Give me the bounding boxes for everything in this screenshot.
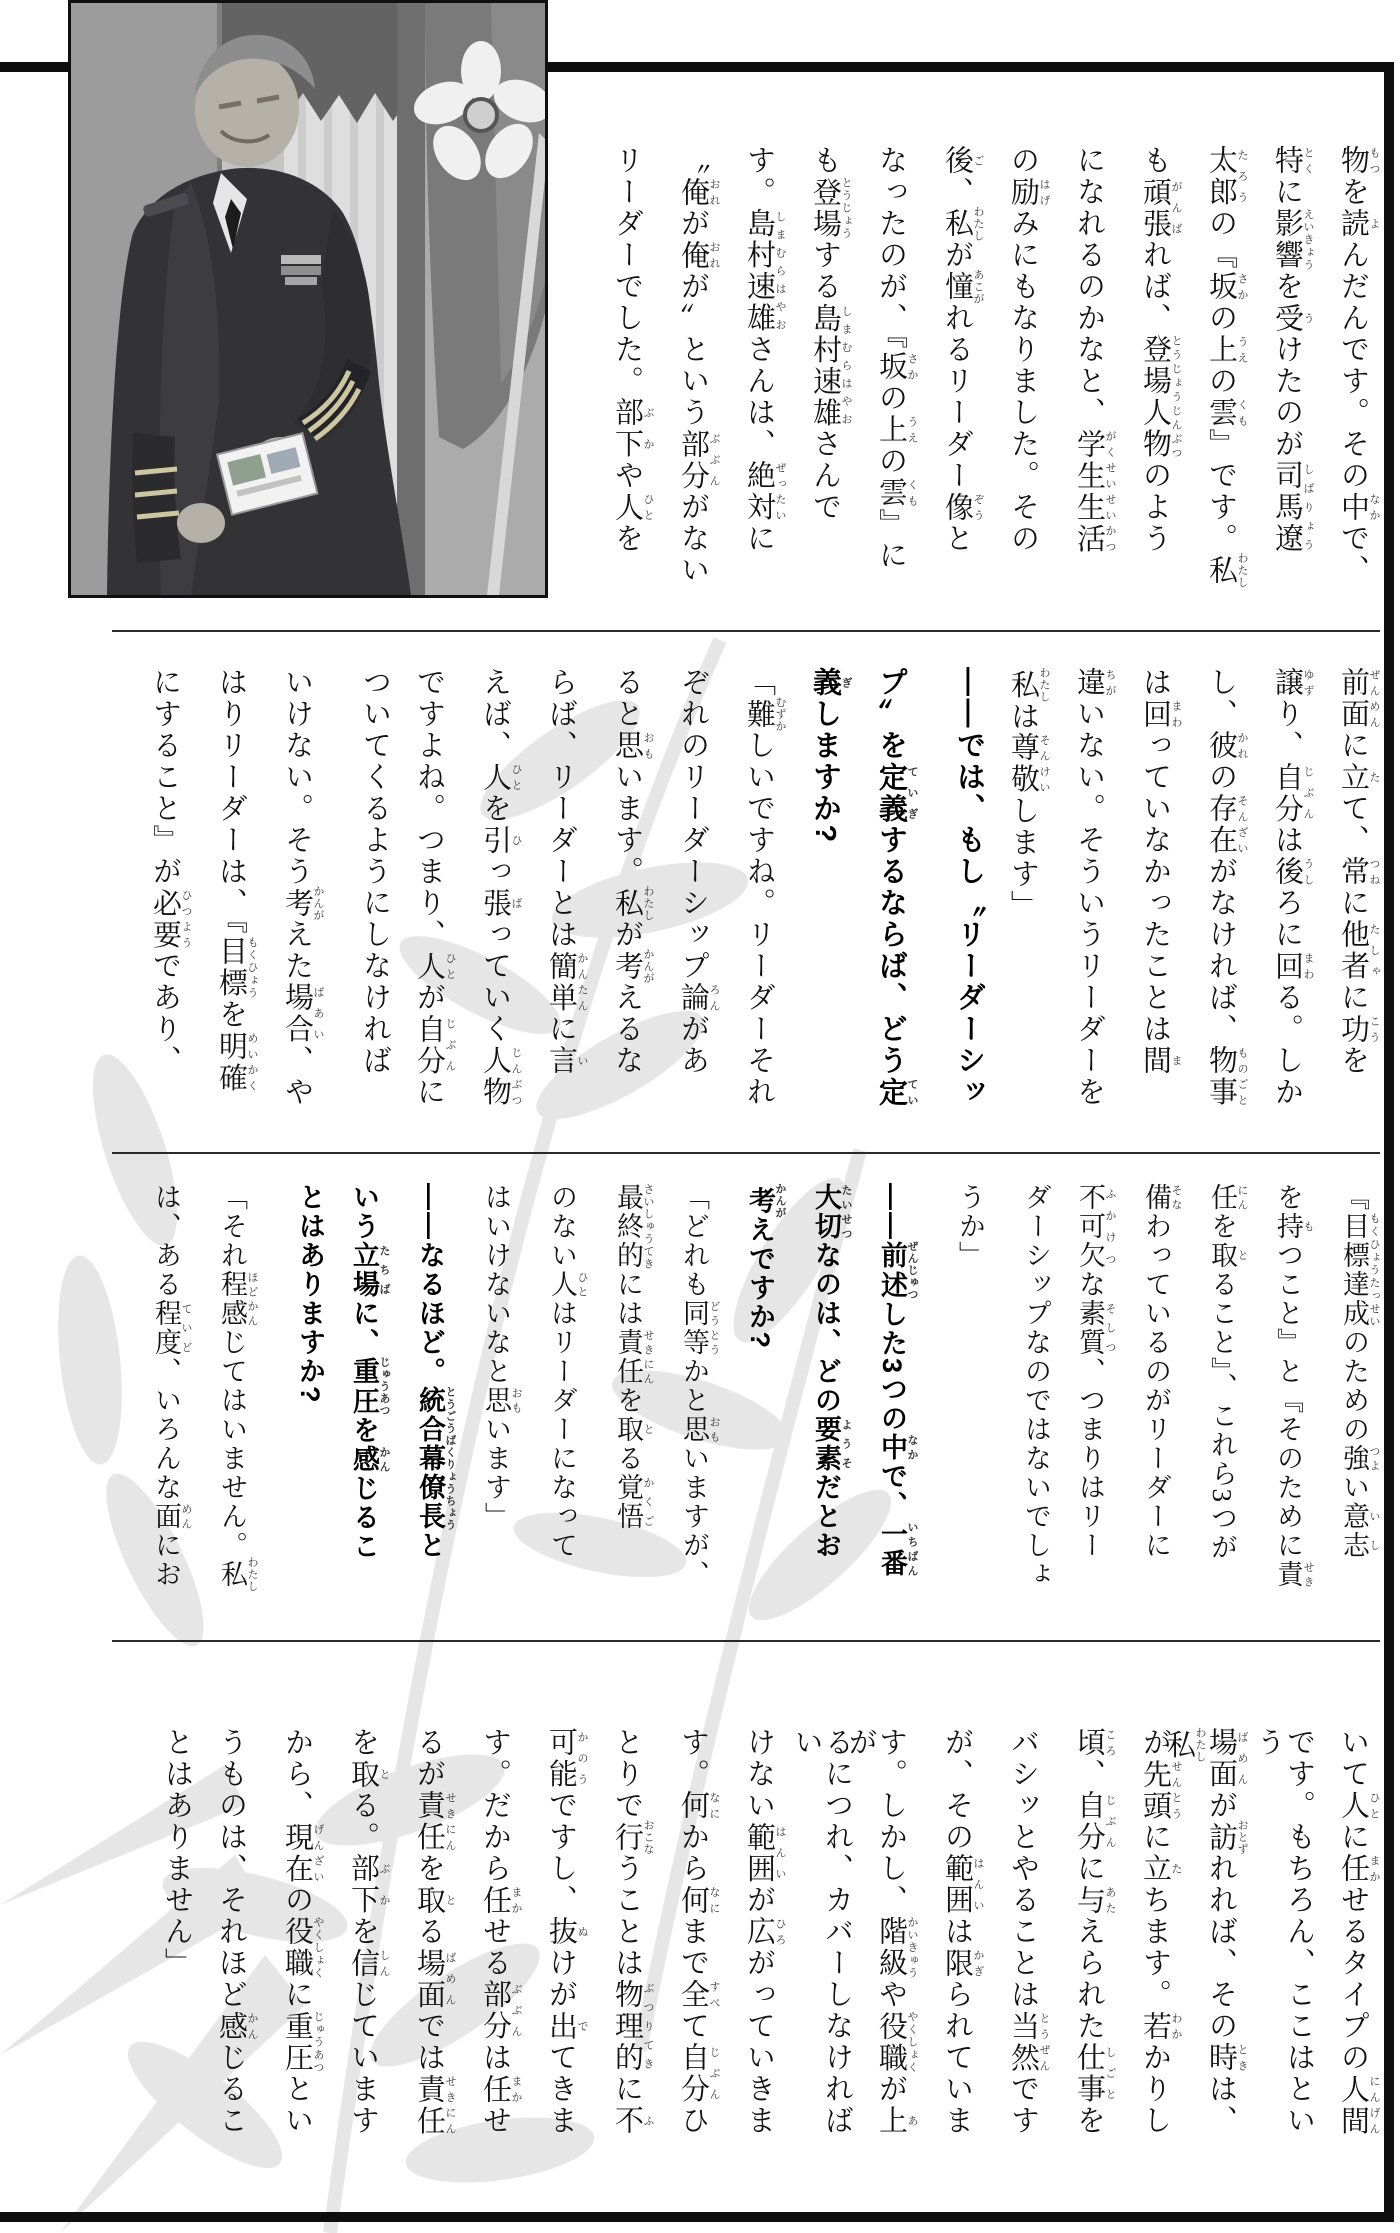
body-text-column: になれるのかなと、学生生活 がくせいせいかつ — [1073, 145, 1116, 555]
body-text-column: 場面 ばめんが訪 おとずれれば、その時 ときは、私 わたし — [1163, 1727, 1248, 2137]
body-text-column: を取 とる。部下 ぶかを信 しんじています — [347, 1727, 390, 2137]
body-text-column: 「どれも同等 どうとうかと思 おもいますが、 — [679, 1183, 720, 1589]
interviewer-question-column: 考 かんがえですか? — [745, 1183, 786, 1350]
body-text-column: けない範囲 はんいが広 ひろがっていきま — [743, 1727, 786, 2137]
three-qualities-section — [112, 1183, 1380, 1597]
body-text-column: から、現在 げんざいの役職 やくしょくに重圧 じゅうあつとい — [281, 1727, 324, 2137]
body-text-column: 物 もつを読 よんだんです。その中 なかで、 — [1337, 145, 1380, 586]
body-text-column: が先頭 せんとうに立 たちます。若 わかかりし — [1139, 1727, 1182, 2137]
body-text-column: 「それ程 ほど感 かんじてはいません。私 わたし — [217, 1183, 258, 1593]
body-text-column: 備 そなわっているのがリーダーに — [1141, 1183, 1182, 1560]
body-text-column: です。もちろん、ここはという — [1252, 1727, 1315, 2137]
body-text-column: いて人 ひとに任 まかせるタイプの人間 にんげん — [1337, 1727, 1380, 2137]
body-text-column: リーダーでした。部下 ぶかや人 ひとを — [611, 145, 654, 555]
body-text-column: 譲 ゆずり、自分 じぶんは後 うしろに回 まわる。しか — [1271, 667, 1314, 1108]
body-text-column: のない人 ひとはリーダーになって — [547, 1183, 588, 1560]
body-text-column: うか」 — [955, 1183, 985, 1270]
body-text-column: 〝俺 おれが俺 おれが〟という部分 ぶぶんがない — [677, 145, 720, 586]
body-text-column: は、ある程度 ていど、いろんな面 めんにお — [151, 1183, 192, 1589]
body-text-column: ついてくるようにしなければ — [359, 667, 391, 1077]
section-divider-2 — [112, 1152, 1380, 1154]
body-text-column: とりで行 おこなうことは物理的 ぶつりてきに不 ふ — [611, 1727, 654, 2137]
interviewer-question-column: プ〟を定義 ていぎするならば、どう定 てい — [875, 667, 918, 1108]
body-text-column: は回 まわっていなかったことは間 ま — [1139, 667, 1182, 1077]
body-text-column: す。何 なにから何 なにまで全 すべて自分 じぶんひ — [677, 1727, 720, 2137]
body-text-column: す。だから任 まかせる部分 ぶぶんは任 まかせ — [479, 1727, 522, 2137]
intro-paragraph-section — [580, 145, 1380, 607]
body-text-column: が、その範囲 はんいは限 かぎられていま — [941, 1727, 984, 2137]
body-text-column: ですよね。つまり、人 ひとが自分 じぶんに — [413, 667, 456, 1108]
body-text-column: いけない。そう考 かんがえた場合 ばあい、や — [281, 667, 324, 1108]
body-text-column: 前面 ぜんめんに立 たて、常 つねに他者 たしゃに功 こうを — [1337, 667, 1380, 1077]
body-text-column: 可能 かのうですし、抜 ぬけが出 でてきま — [545, 1727, 588, 2137]
body-text-column: 「難 むずかしいですね。リーダーそれ — [743, 667, 786, 1108]
body-text-column: るにつれ、カバーしなければい — [790, 1727, 853, 2137]
body-text-column: らば、リーダーとは簡単 かんたんに言 い — [545, 667, 588, 1077]
body-text-column: 違 ちがいない。そういうリーダーを — [1073, 667, 1116, 1108]
body-text-column: ると思 おもいます。私 わたしが考 かんがえるな — [611, 667, 654, 1077]
body-text-column: 私 わたしは尊敬 そんけいします」 — [1007, 667, 1050, 922]
body-text-column: 最終的 さいしゅうてきには責任 せきにんを取 とる覚悟 かくご — [613, 1183, 654, 1531]
interviewer-question-column: ――前述 ぜんじゅつした3つの中 なかで、一番 いちばん — [877, 1183, 918, 1579]
body-text-column: も登場 とうじょうする島村速雄 しまむらはやおさんで — [809, 145, 852, 523]
interviewer-question-column: いう立場 たちばに、重圧 じゅうあつを感 かんじるこ — [349, 1183, 390, 1561]
body-text-column: 任 にんを取 とること』、これら3つが — [1207, 1183, 1248, 1562]
body-text-column: す。島村速雄 しまむらはやおさんは、絶対 ぜったいに — [743, 145, 786, 555]
admiral-photo — [68, 0, 548, 598]
body-text-column: るが責任 せきにんを取 とる場面 ばめんでは責任 せきにん — [413, 1727, 456, 2137]
body-text-column: バシッとやることは当然 とうぜんです — [1007, 1727, 1050, 2137]
interviewer-question-column: ――なるほど。統合幕僚長 とうごうばくりょうちょうと — [415, 1183, 456, 1560]
page-frame-right — [1384, 62, 1394, 2222]
body-text-column: 太郎 たろうの『坂 さかの上 うえの雲 くも』です。私 わたし — [1205, 145, 1248, 589]
body-text-column: はいけないなと思 おもいます」 — [481, 1183, 522, 1531]
body-text-column: 不可欠 ふかけつな素質 そしつ、つまりはリー — [1075, 1183, 1116, 1560]
body-text-column: 特 とくに影響 えいきょうを受 うけたのが司馬遼 しばりょう — [1271, 145, 1314, 555]
body-text-column: ぞれのリーダーシップ論 ろんがあ — [677, 667, 720, 1077]
interviewer-question-column: 大切 たいせつなのは、どの要素 ようそだとお — [811, 1183, 852, 1560]
body-text-column: 頃 ころ、自分 じぶんに与 あたえられた仕事 しごとを — [1073, 1727, 1116, 2137]
delegation-paragraph-section — [112, 1727, 1380, 2163]
interviewer-question-column: 義 ぎしますか? — [809, 667, 852, 845]
interviewer-question-column: とはありますか? — [295, 1183, 325, 1405]
admiral-photo-graphic — [71, 3, 545, 595]
body-text-column: なったのが、『坂 さかの上 うえの雲 くも』に — [875, 145, 918, 572]
section-divider-3 — [112, 1640, 1380, 1642]
section-divider-1 — [112, 630, 1380, 632]
interviewer-question-column: ――では、もし〝リーダーシッ — [953, 667, 985, 1108]
body-text-column: を持 もつこと』と『そのために責 せき — [1273, 1183, 1314, 1589]
body-text-column: ダーシップなのではないでしょ — [1021, 1183, 1051, 1589]
body-text-column: 『目標達成 もくひょうたっせいのための強 つよい意志 いし — [1339, 1183, 1380, 1560]
body-text-column: も頑張 がんばれば、登場人物 とうじょうじんぶつのよう — [1139, 145, 1182, 555]
body-text-column: 後 ご、私 わたしが憧 あこがれるリーダー像 ぞうと — [941, 145, 984, 555]
page-frame-bottom — [0, 2212, 1394, 2222]
body-text-column: はりリーダーは、『目標 もくひょうを明確 めいかく — [215, 667, 258, 1094]
leadership-definition-section — [112, 667, 1380, 1117]
body-text-column: す。しかし、階級 かいきゅうや役職 やくしょくが上 あが — [844, 1727, 918, 2137]
body-text-column: うものは、それほど感 かんじるこ — [215, 1727, 258, 2137]
body-text-column: えば、人 ひとを引 ひっ張 ぱっていく人物 じんぶつ — [479, 667, 522, 1108]
body-text-column: とはありません」 — [161, 1727, 193, 1979]
body-text-column: にすること』が必要 ひつようであり、 — [149, 667, 192, 1077]
body-text-column: し、彼 かれの存在 そんざいがなければ、物事 ものごと — [1205, 667, 1248, 1108]
body-text-column: の励 はげみにもなりました。その — [1007, 145, 1050, 555]
